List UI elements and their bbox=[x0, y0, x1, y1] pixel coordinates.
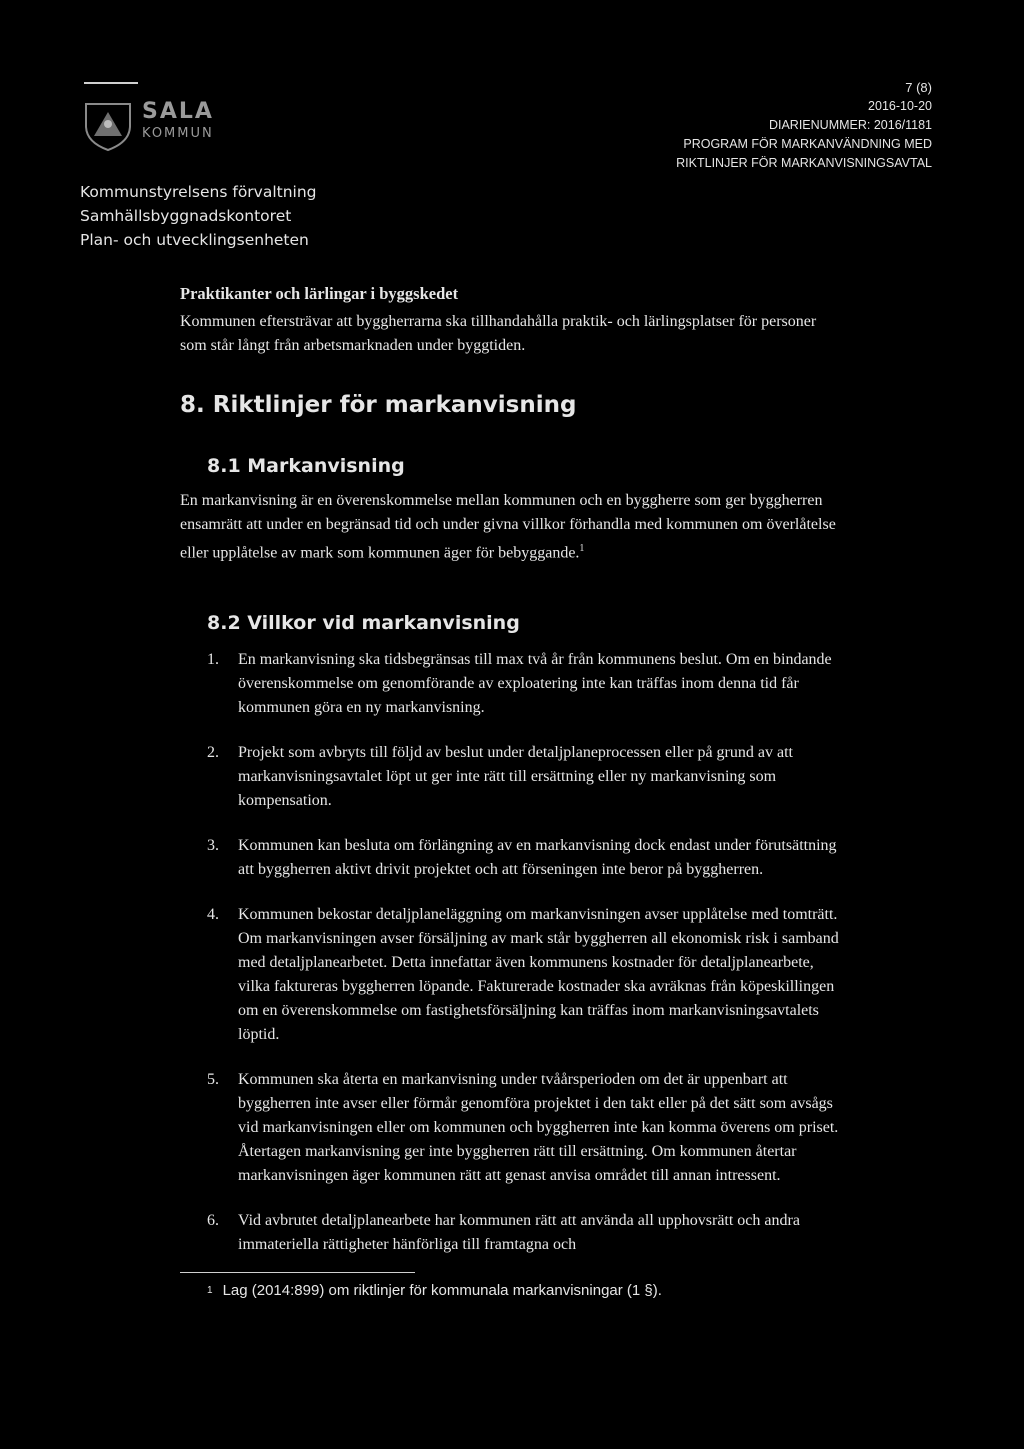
list-item bbox=[207, 1068, 847, 1188]
diary-number: DIARIENUMMER: 2016/1181 bbox=[768, 118, 932, 132]
list-item-text: Kommunen kan besluta om förlängning av en markanvisning dock endast under förutsättning att byggherren aktivt drivit projektet och att förseningen inte beror på byggherren. bbox=[238, 837, 837, 878]
list-item-number: 2. bbox=[207, 744, 219, 761]
footnote-text: Lag (2014:899) om riktlinjer för kommunala markanvisningar (1 §). bbox=[222, 1282, 662, 1299]
section-8-heading: 8. Riktlinjer för markanvisning bbox=[180, 392, 577, 418]
list-item-number: 5. bbox=[207, 1071, 219, 1088]
department-block bbox=[80, 180, 317, 252]
document-date: 2016-10-20 bbox=[868, 99, 932, 113]
footnote-mark: 1 bbox=[207, 1285, 213, 1296]
department-line2: Samhällsbyggnadskontoret bbox=[80, 207, 292, 225]
department-line1: Kommunstyrelsens förvaltning bbox=[80, 183, 317, 201]
municipal-crest-icon bbox=[80, 96, 136, 152]
department-line3: Plan- och utvecklingsenheten bbox=[80, 231, 309, 249]
list-item-text: Kommunen ska återta en markanvisning under tvåårsperioden om det är uppenbart att byggherren inte avser eller förmår genomföra projektet i den takt eller på det sätt som avsågs vid markanvisningen eller om kommunen och byggherren inte kan komma överens om priset. Återtagen markanvisning ger inte byggherren rätt till ersättning. Om kommunen återtar markanvisningen äger kommunen rätt att genast anvisa området till annan intressent. bbox=[238, 1071, 839, 1184]
logo-name: SALA bbox=[142, 99, 214, 124]
logo-kommun: KOMMUN bbox=[142, 126, 214, 141]
footnote bbox=[207, 1281, 662, 1301]
list-item-text: Vid avbrutet detaljplanearbete har kommunen rätt att använda all upphovsrätt och andra immateriella rättigheter hänförliga till framtagna och bbox=[238, 1212, 800, 1253]
list-item bbox=[207, 741, 847, 813]
list-item bbox=[207, 1209, 847, 1257]
document-header bbox=[676, 78, 932, 173]
page-number: 7 (8) bbox=[905, 80, 932, 95]
section-praktikanter bbox=[180, 284, 820, 358]
list-item bbox=[207, 903, 847, 1047]
document-title-line1: PROGRAM FÖR MARKANVÄNDNING MED bbox=[683, 137, 932, 151]
footnote-divider bbox=[180, 1272, 415, 1273]
municipality-logo bbox=[80, 78, 230, 158]
list-item-text: Kommunen bekostar detaljplaneläggning om markanvisningen avser upplåtelse med tomträtt. Om markanvisningen avser försäljning av mark står byggherren all ekonomisk risk i samband med detaljplanearbetet. Detta innefattar även kommunens kostnader för detaljplanearbete, vilka faktureras byggherren löpande. Fakturerade kostnader ska avräknas från köpeskillingen om en överenskommelse om fastighetsförsäljning kan träffas inom markanvisningsavtalets löptid. bbox=[238, 906, 839, 1043]
praktikanter-text: Kommunen eftersträvar att byggherrarna ska tillhandahålla praktik- och lärlingsplatser för personer som står långt från arbetsmarknaden under byggtiden. bbox=[180, 313, 817, 354]
section-8-1-body: En markanvisning är en överenskommelse mellan kommunen och en byggherre som ger byggherren ensamrätt att under en begränsad tid och under givna villkor förhandla med kommunen om överlåtelse eller upplåtelse av mark som kommunen äger för bebyggande. bbox=[180, 492, 836, 562]
list-item-number: 6. bbox=[207, 1212, 219, 1229]
list-item-text: Projekt som avbryts till följd av beslut under detaljplaneprocessen eller på grund av att markanvisningsavtalet löpt ut ger inte rätt till ersättning eller ny markanvisning som kompensation. bbox=[238, 744, 793, 809]
footnote-reference: 1 bbox=[579, 543, 585, 554]
section-8-2-heading: 8.2 Villkor vid markanvisning bbox=[207, 612, 520, 634]
document-title-line2: RIKTLINJER FÖR MARKANVISNINGSAVTAL bbox=[676, 156, 932, 170]
list-item-text: En markanvisning ska tidsbegränsas till max två år från kommunens beslut. Om en bindande överenskommelse om genomförande av exploatering inte kan träffas inom denna tid får kommunen göra en ny markanvisning. bbox=[238, 651, 832, 716]
list-item-number: 1. bbox=[207, 651, 219, 668]
list-item-number: 4. bbox=[207, 906, 219, 923]
list-item bbox=[207, 648, 847, 720]
section-8-1-heading: 8.1 Markanvisning bbox=[207, 455, 405, 477]
logo-rule bbox=[84, 82, 138, 88]
list-item-number: 3. bbox=[207, 837, 219, 854]
list-item bbox=[207, 834, 847, 882]
conditions-list bbox=[207, 648, 847, 1257]
section-8-1-text bbox=[180, 489, 840, 565]
praktikanter-heading: Praktikanter och lärlingar i byggskedet bbox=[180, 284, 459, 303]
